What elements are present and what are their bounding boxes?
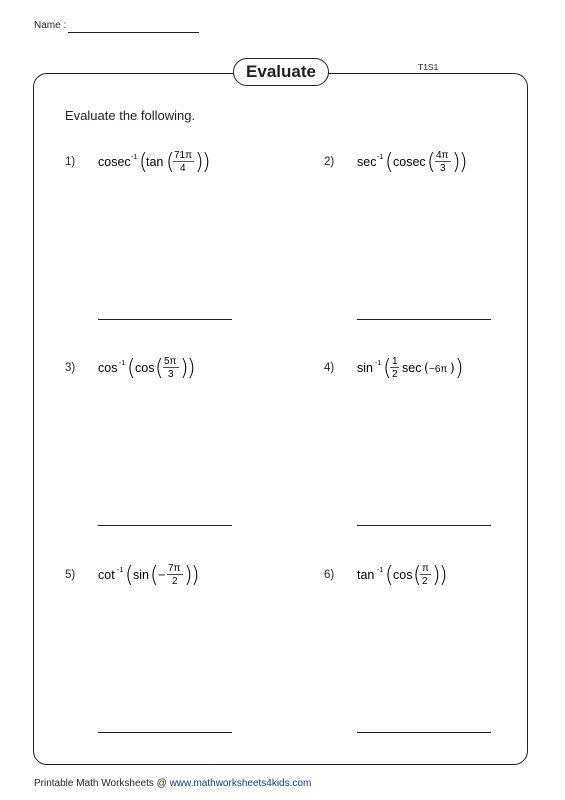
svg-text:π: π bbox=[422, 563, 429, 574]
svg-text:−: − bbox=[158, 568, 166, 582]
svg-text:cot: cot bbox=[98, 568, 115, 582]
svg-text:cos: cos bbox=[98, 361, 118, 375]
svg-text:): ) bbox=[432, 563, 441, 588]
svg-text:3: 3 bbox=[168, 369, 174, 380]
svg-text:): ) bbox=[450, 361, 455, 375]
problem-3 bbox=[65, 348, 285, 388]
svg-text:): ) bbox=[184, 563, 193, 588]
svg-text:-1: -1 bbox=[377, 567, 384, 574]
problem-number: 2) bbox=[324, 156, 335, 168]
svg-text:sin: sin bbox=[357, 361, 373, 375]
svg-text:-1: -1 bbox=[377, 154, 384, 161]
problem-expression bbox=[98, 348, 238, 388]
svg-text:tan: tan bbox=[357, 568, 375, 582]
answer-line-5[interactable] bbox=[98, 732, 232, 733]
problem-number: 6) bbox=[324, 569, 335, 581]
problem-number: 3) bbox=[65, 362, 76, 374]
svg-text:2: 2 bbox=[172, 576, 178, 587]
problem-1 bbox=[65, 142, 285, 182]
svg-text:(: ( bbox=[155, 356, 164, 381]
svg-text:(: ( bbox=[413, 563, 422, 588]
footer-url-link[interactable]: www.mathworksheets4kids.com bbox=[169, 778, 312, 789]
footer-prefix: Printable Math Worksheets @ bbox=[34, 778, 170, 789]
name-line[interactable] bbox=[68, 32, 199, 33]
svg-text:(: ( bbox=[383, 356, 392, 381]
problem-number: 1) bbox=[65, 156, 76, 168]
worksheet-title: Evaluate bbox=[233, 58, 329, 86]
svg-text:4: 4 bbox=[180, 163, 186, 174]
problem-number: 5) bbox=[65, 569, 76, 581]
svg-text:cos: cos bbox=[135, 361, 155, 375]
problem-6 bbox=[324, 555, 544, 595]
answer-line-2[interactable] bbox=[357, 319, 491, 320]
svg-text:1: 1 bbox=[392, 356, 398, 367]
svg-text:(: ( bbox=[150, 563, 159, 588]
svg-text:): ) bbox=[180, 356, 189, 381]
svg-text:): ) bbox=[195, 150, 204, 175]
svg-text:(: ( bbox=[125, 563, 134, 588]
name-label: Name : bbox=[34, 20, 67, 31]
answer-line-3[interactable] bbox=[98, 525, 232, 526]
svg-text:(: ( bbox=[139, 150, 148, 175]
problem-expression bbox=[357, 142, 497, 182]
problem-2 bbox=[324, 142, 544, 182]
problem-5 bbox=[65, 555, 285, 595]
svg-text:tan: tan bbox=[146, 155, 164, 169]
svg-text:(: ( bbox=[166, 150, 175, 175]
problem-expression bbox=[98, 555, 238, 595]
worksheet-code: T1S1 bbox=[418, 62, 439, 72]
svg-text:-1: -1 bbox=[375, 360, 382, 367]
svg-text:7π: 7π bbox=[168, 563, 181, 574]
instructions: Evaluate the following. bbox=[65, 108, 196, 123]
svg-text:(: ( bbox=[385, 563, 394, 588]
svg-text:): ) bbox=[459, 150, 468, 175]
svg-text:71π: 71π bbox=[174, 150, 193, 161]
problem-expression bbox=[357, 348, 497, 388]
svg-text:cosec: cosec bbox=[98, 155, 131, 169]
problem-4 bbox=[324, 348, 544, 388]
svg-text:(: ( bbox=[127, 356, 136, 381]
svg-text:cosec: cosec bbox=[393, 155, 426, 169]
footer bbox=[34, 778, 311, 789]
svg-text:-1: -1 bbox=[117, 567, 124, 574]
svg-text:4π: 4π bbox=[436, 150, 449, 161]
answer-line-4[interactable] bbox=[357, 525, 491, 526]
svg-text:sec: sec bbox=[357, 155, 377, 169]
problem-expression bbox=[357, 555, 497, 595]
problem-number: 4) bbox=[324, 362, 335, 374]
svg-text:(: ( bbox=[385, 150, 394, 175]
svg-text:-1: -1 bbox=[131, 154, 138, 161]
svg-text:(: ( bbox=[424, 361, 429, 375]
svg-text:3: 3 bbox=[440, 163, 446, 174]
svg-text:(: ( bbox=[427, 150, 436, 175]
svg-text:5π: 5π bbox=[164, 356, 177, 367]
answer-line-1[interactable] bbox=[98, 319, 232, 320]
svg-text:): ) bbox=[202, 150, 211, 175]
svg-text:): ) bbox=[439, 563, 448, 588]
svg-text:sin: sin bbox=[133, 568, 149, 582]
problem-expression bbox=[98, 142, 238, 182]
svg-text:2: 2 bbox=[392, 369, 398, 380]
svg-text:−6π: −6π bbox=[429, 364, 448, 375]
svg-text:-1: -1 bbox=[119, 360, 126, 367]
svg-text:): ) bbox=[452, 150, 461, 175]
svg-text:): ) bbox=[455, 356, 464, 381]
svg-text:): ) bbox=[191, 563, 200, 588]
svg-text:cos: cos bbox=[393, 568, 413, 582]
answer-line-6[interactable] bbox=[357, 732, 491, 733]
svg-text:): ) bbox=[187, 356, 196, 381]
svg-text:2: 2 bbox=[422, 576, 428, 587]
svg-text:sec: sec bbox=[402, 361, 422, 375]
